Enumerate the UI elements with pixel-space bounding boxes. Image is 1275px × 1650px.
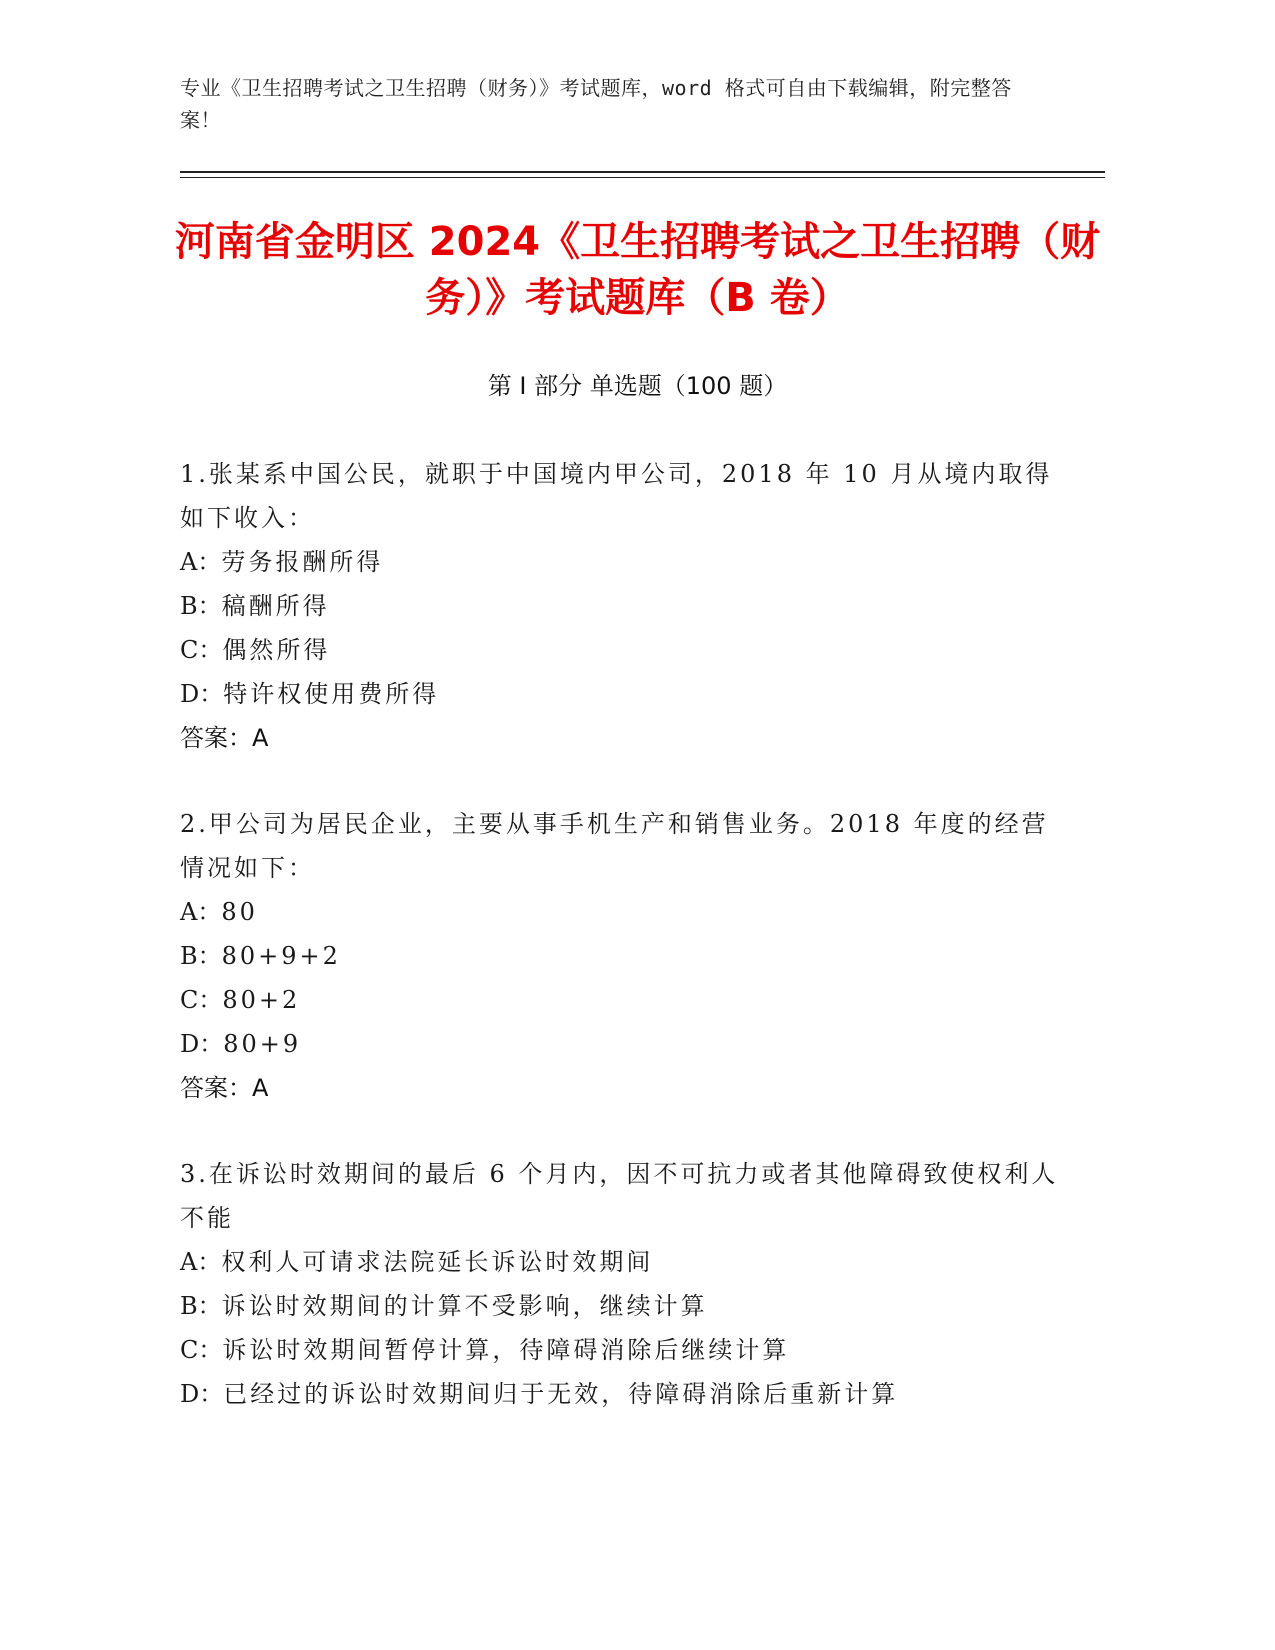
option-letter: C： xyxy=(180,636,223,664)
option-text: 稿酬所得 xyxy=(221,592,330,620)
option-text: 80 xyxy=(221,898,258,926)
question-3 xyxy=(180,1152,1060,1416)
option-letter: C： xyxy=(180,986,223,1014)
option-text: 偶然所得 xyxy=(222,636,331,664)
header-rule-thin xyxy=(180,177,1105,178)
option-a xyxy=(180,540,1060,584)
header-rule-thick xyxy=(180,171,1105,173)
option-letter: D： xyxy=(180,680,224,708)
answer-label: 答案： xyxy=(180,724,252,752)
option-text: 80+9 xyxy=(223,1030,302,1058)
question-stem: 1.张某系中国公民，就职于中国境内甲公司，2018 年 10 月从境内取得如下收入： xyxy=(180,460,1053,532)
option-a xyxy=(180,1240,1060,1284)
option-letter: D： xyxy=(180,1030,224,1058)
option-text: 特许权使用费所得 xyxy=(223,680,440,708)
answer-label: 答案： xyxy=(180,1074,252,1102)
option-letter: D： xyxy=(180,1380,224,1408)
option-c xyxy=(180,1328,1060,1372)
option-letter: A： xyxy=(180,548,222,576)
option-text: 诉讼时效期间暂停计算，待障碍消除后继续计算 xyxy=(222,1336,790,1364)
section-heading: 第 I 部分 单选题（100 题） xyxy=(487,372,788,400)
option-letter: A： xyxy=(180,898,222,926)
question-stem: 3.在诉讼时效期间的最后 6 个月内，因不可抗力或者其他障碍致使权利人不能 xyxy=(180,1160,1059,1232)
document-title: 河南省金明区 2024《卫生招聘考试之卫生招聘（财务）》考试题库（B 卷） xyxy=(174,219,1101,321)
option-d xyxy=(180,672,1060,716)
option-b xyxy=(180,934,1060,978)
option-text: 诉讼时效期间的计算不受影响，继续计算 xyxy=(221,1292,708,1320)
option-text: 劳务报酬所得 xyxy=(221,548,384,576)
option-letter: A： xyxy=(180,1248,222,1276)
option-b xyxy=(180,584,1060,628)
option-d xyxy=(180,1022,1060,1066)
option-letter: C： xyxy=(180,1336,223,1364)
option-text: 80+2 xyxy=(222,986,301,1014)
option-letter: B： xyxy=(180,942,222,970)
answer-line xyxy=(180,1066,1060,1110)
option-text: 已经过的诉讼时效期间归于无效，待障碍消除后重新计算 xyxy=(223,1380,899,1408)
answer-value: A xyxy=(252,724,269,752)
option-a xyxy=(180,890,1060,934)
option-letter: B： xyxy=(180,592,222,620)
option-c xyxy=(180,628,1060,672)
option-d xyxy=(180,1372,1060,1416)
option-text: 80+9+2 xyxy=(221,942,341,970)
header-note: 专业《卫生招聘考试之卫生招聘（财务）》考试题库，word 格式可自由下载编辑，附完整答案！ xyxy=(180,76,1012,132)
answer-line xyxy=(180,716,1060,760)
question-list xyxy=(180,452,1060,1458)
answer-value: A xyxy=(252,1074,269,1102)
question-2 xyxy=(180,802,1060,1110)
option-letter: B： xyxy=(180,1292,222,1320)
option-c xyxy=(180,978,1060,1022)
option-text: 权利人可请求法院延长诉讼时效期间 xyxy=(221,1248,654,1276)
question-1 xyxy=(180,452,1060,760)
question-stem: 2.甲公司为居民企业，主要从事手机生产和销售业务。2018 年度的经营情况如下： xyxy=(180,810,1049,882)
option-b xyxy=(180,1284,1060,1328)
